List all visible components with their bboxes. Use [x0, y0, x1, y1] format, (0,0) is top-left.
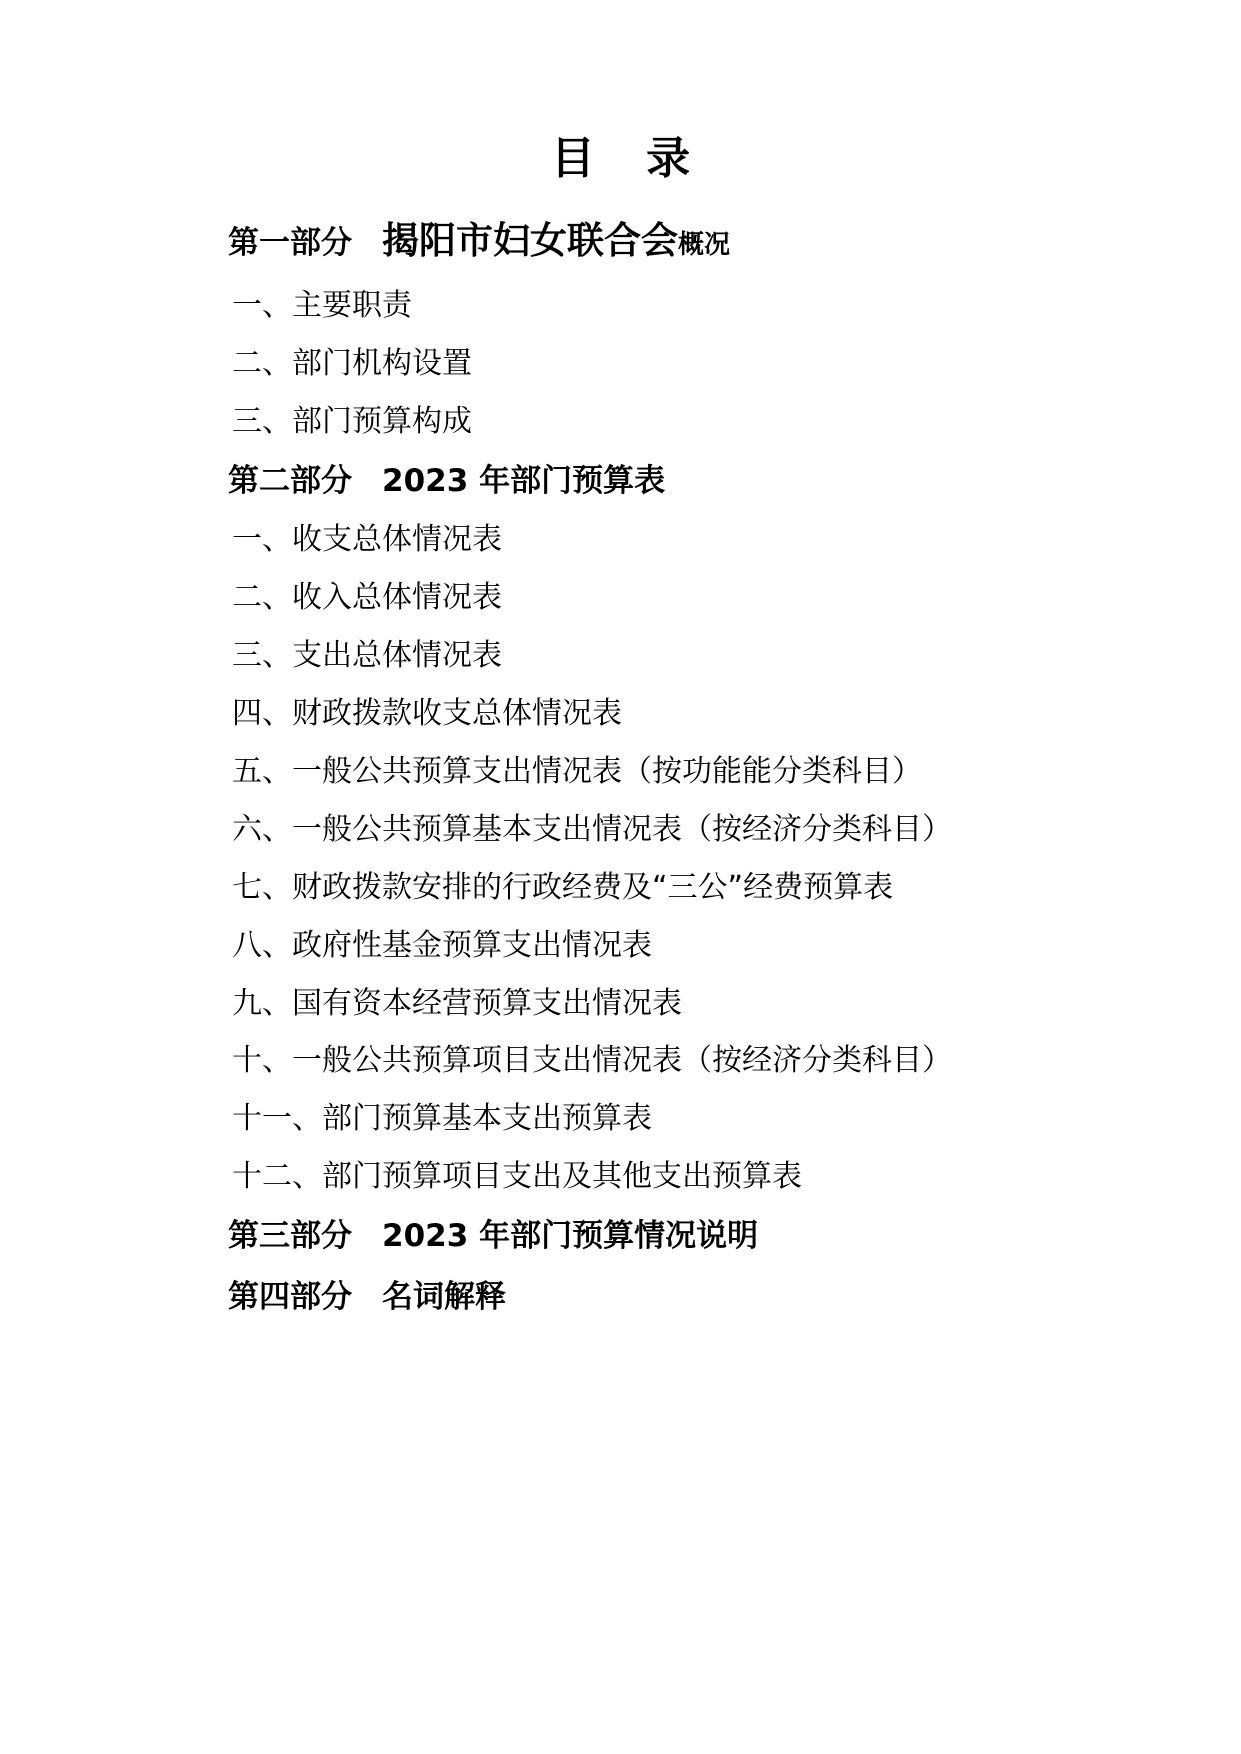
toc-item-2-8[interactable]: 八、政府性基金预算支出情况表	[232, 927, 652, 963]
table-of-contents	[150, 205, 1091, 1327]
toc-item-2-10[interactable]: 十、一般公共预算项目支出情况表（按经济分类科目）	[232, 1043, 952, 1079]
toc-item-2-11[interactable]: 十一、部门预算基本支出预算表	[232, 1101, 652, 1137]
toc-item-1-1[interactable]: 一、主要职责	[232, 288, 412, 324]
toc-item-2-4[interactable]: 四、财政拨款收支总体情况表	[232, 696, 622, 732]
page-title: 目 录	[550, 133, 709, 184]
toc-part-1-subtitle: 概况	[678, 230, 731, 261]
toc-part-3-label: 第三部分	[228, 1218, 352, 1255]
toc-part-3[interactable]	[150, 1206, 1091, 1266]
toc-item-1-3[interactable]: 三、部门预算构成	[232, 404, 472, 440]
toc-part-4-label: 第四部分	[228, 1278, 352, 1315]
toc-item-2-6[interactable]: 六、一般公共预算基本支出情况表（按经济分类科目）	[232, 811, 952, 847]
toc-part-1-label: 第一部分	[228, 225, 352, 262]
toc-item-1-2[interactable]: 二、部门机构设置	[232, 346, 472, 382]
toc-item-2-2[interactable]: 二、收入总体情况表	[232, 580, 502, 616]
toc-item-2-12[interactable]: 十二、部门预算项目支出及其他支出预算表	[232, 1159, 802, 1195]
toc-part-2[interactable]	[150, 451, 1091, 511]
toc-item-2-3[interactable]: 三、支出总体情况表	[232, 638, 502, 674]
toc-item-2-1[interactable]: 一、收支总体情况表	[232, 522, 502, 558]
toc-part-4[interactable]	[150, 1267, 1091, 1327]
toc-part-2-label: 第二部分	[228, 463, 352, 499]
toc-part-1[interactable]	[150, 205, 1091, 277]
toc-part-4-title: 名词解释	[382, 1278, 506, 1315]
toc-part-1-title: 揭阳市妇女联合会	[382, 219, 678, 263]
toc-item-2-7[interactable]: 七、财政拨款安排的行政经费及“三公”经费预算表	[232, 869, 894, 905]
toc-part-3-title: 2023 年部门预算情况说明	[382, 1218, 759, 1255]
toc-part-2-title: 2023 年部门预算表	[382, 463, 666, 499]
toc-item-2-9[interactable]: 九、国有资本经营预算支出情况表	[232, 985, 682, 1021]
toc-item-2-5[interactable]: 五、一般公共预算支出情况表（按功能能分类科目）	[232, 754, 922, 789]
